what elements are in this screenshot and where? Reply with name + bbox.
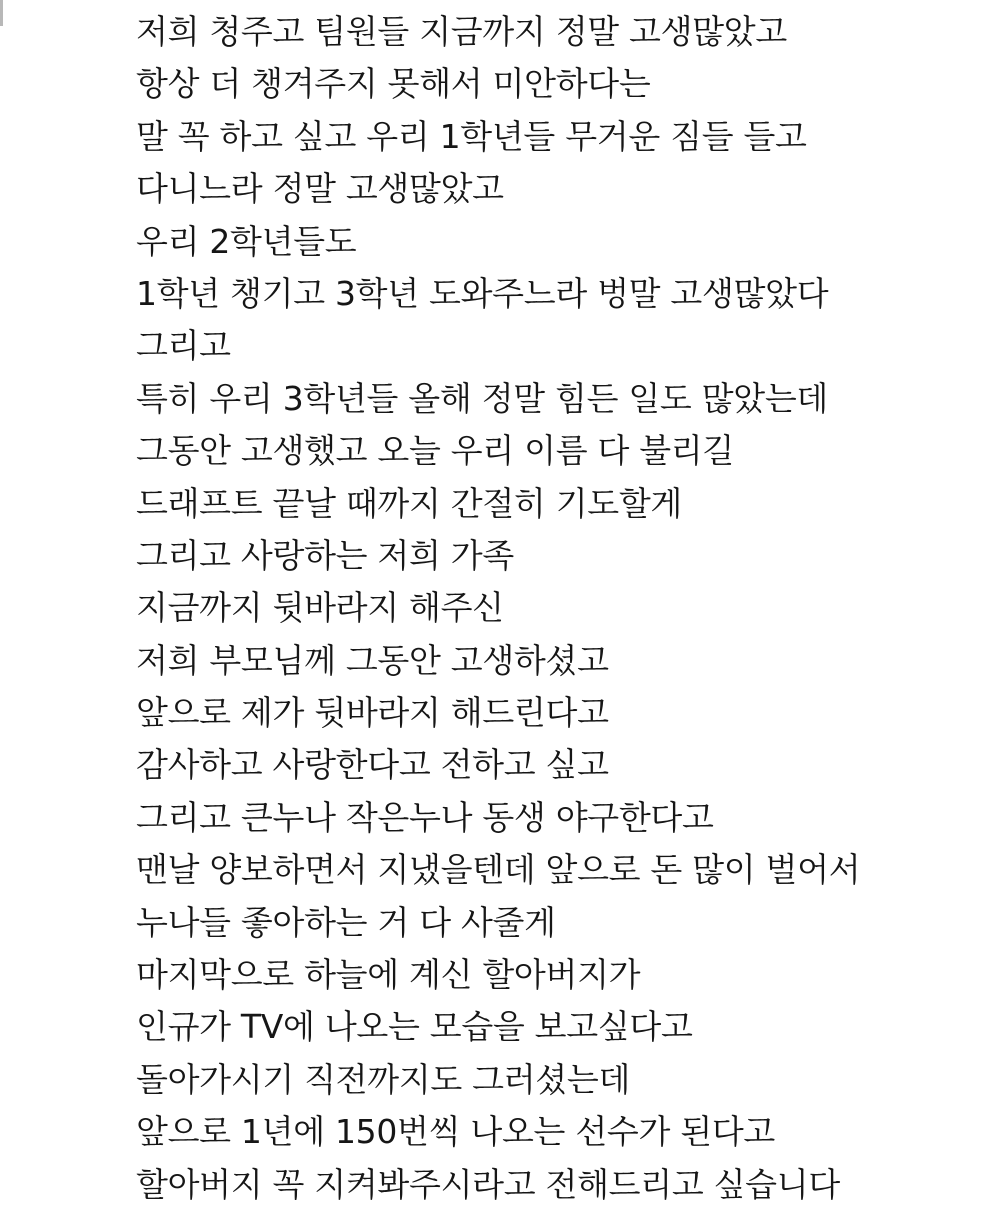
text-line: 앞으로 제가 뒷바라지 해드린다고	[136, 693, 609, 733]
text-line: 돌아가시기 직전까지도 그러셨는데	[136, 1059, 631, 1099]
left-edge-mark	[0, 0, 3, 26]
text-line: 특히 우리 3학년들 올해 정말 힘든 일도 많았는데	[136, 378, 829, 418]
message-text	[136, 6, 976, 1211]
text-line: 드래프트 끝날 때까지 간절히 기도할게	[136, 483, 683, 523]
text-line: 1학년 챙기고 3학년 도와주느라 벙말 고생많았다	[136, 273, 829, 313]
text-line: 다니느라 정말 고생많았고	[136, 169, 504, 209]
text-line: 지금까지 뒷바라지 해주신	[136, 588, 504, 628]
text-line: 말 꼭 하고 싶고 우리 1학년들 무거운 짐들 들고	[136, 116, 807, 156]
text-line: 항상 더 챙겨주지 못해서 미안하다는	[136, 64, 651, 104]
text-line: 누나들 좋아하는 거 다 사줄게	[136, 902, 556, 942]
text-line: 그리고 사랑하는 저희 가족	[136, 535, 514, 575]
text-line: 저희 부모님께 그동안 고생하셨고	[136, 640, 609, 680]
text-line: 그리고	[136, 326, 231, 366]
text-line: 감사하고 사랑한다고 전하고 싶고	[136, 745, 609, 785]
text-line: 할아버지 꼭 지켜봐주시라고 전해드리고 싶습니다	[136, 1164, 840, 1204]
text-line: 저희 청주고 팀원들 지금까지 정말 고생많았고	[136, 12, 787, 51]
text-line: 그동안 고생했고 오늘 우리 이름 다 불리길	[136, 431, 734, 471]
text-line: 마지막으로 하늘에 계신 할아버지가	[136, 955, 641, 995]
text-line: 그리고 큰누나 작은누나 동생 야구한다고	[136, 797, 714, 837]
text-line: 앞으로 1년에 150번씩 나오는 선수가 된다고	[136, 1112, 775, 1152]
text-line: 맨날 양보하면서 지냈을텐데 앞으로 돈 많이 벌어서	[136, 850, 861, 890]
text-line: 인규가 TV에 나오는 모습을 보고싶다고	[136, 1007, 693, 1047]
text-line: 우리 2학년들도	[136, 221, 357, 261]
